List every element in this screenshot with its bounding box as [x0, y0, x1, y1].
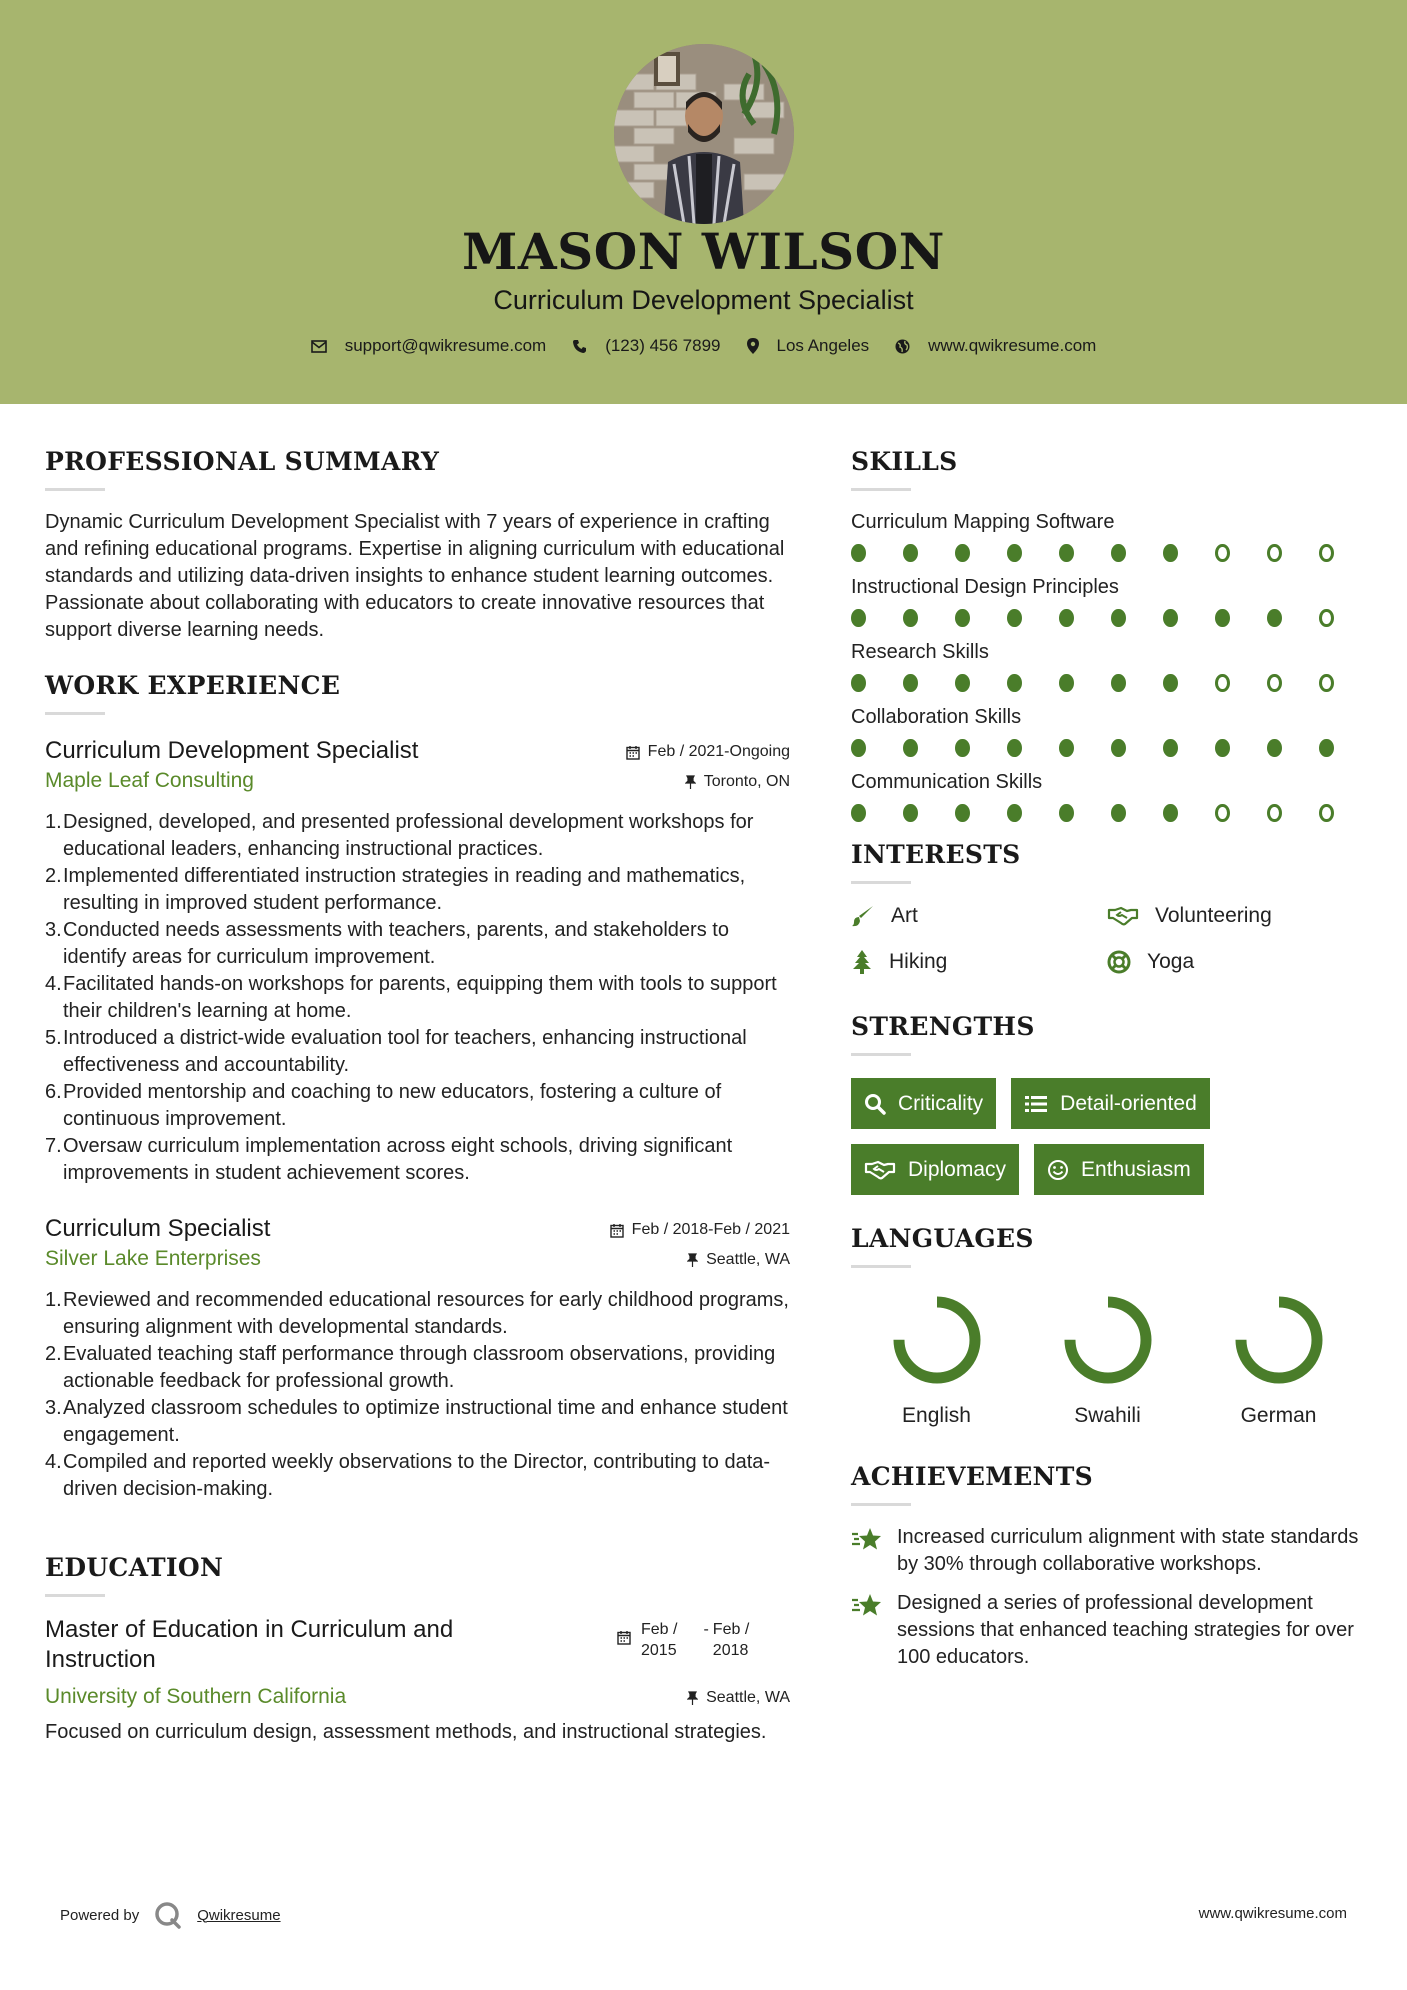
rating-dot-filled: [1163, 544, 1178, 562]
job-bullets: [45, 809, 790, 1187]
envelope-icon: [311, 340, 327, 353]
languages-heading: LANGUAGES: [851, 1224, 1034, 1253]
skill-rating: [851, 674, 1371, 692]
job-entry: [45, 1215, 790, 1503]
rating-dot-filled: [1059, 674, 1074, 692]
rating-dot-empty: [1319, 674, 1334, 692]
achievement-item: [851, 1590, 1371, 1671]
rating-dot-filled: [903, 674, 918, 692]
summary-section: [45, 447, 790, 644]
skill-rating: [851, 739, 1371, 757]
strength-label: Enthusiasm: [1081, 1157, 1191, 1181]
job-location-text: Seattle, WA: [706, 1251, 790, 1268]
job-date-text: Feb / 2021-Ongoing: [647, 743, 790, 760]
strength-tag: [1034, 1144, 1204, 1195]
section-divider: [851, 1265, 911, 1268]
job-location: [687, 1251, 790, 1269]
rating-dot-filled: [1007, 739, 1022, 757]
job-date-text: Feb / 2018-Feb / 2021: [631, 1221, 790, 1238]
skills-heading: SKILLS: [851, 447, 958, 476]
map-pin-icon: [747, 338, 759, 354]
section-divider: [851, 488, 911, 491]
school-name: University of Southern California: [45, 1685, 347, 1708]
rating-dot-filled: [1319, 739, 1334, 757]
tree-icon: [851, 950, 873, 974]
rating-dot-empty: [1267, 544, 1282, 562]
right-column: [851, 404, 1371, 1671]
education-date: [617, 1619, 749, 1661]
rating-dot-filled: [955, 739, 970, 757]
rating-dot-filled: [851, 804, 866, 822]
education-location-text: Seattle, WA: [706, 1689, 790, 1706]
list-item: 7. Oversaw curriculum implementation across eight schools, driving significant improvements in student achievement scores.: [45, 1135, 733, 1184]
star-icon: [851, 1526, 883, 1552]
list-item: 4. Compiled and reported weekly observations to the Director, contributing to data-driven decision-making.: [45, 1451, 771, 1500]
rating-dot-filled: [851, 544, 866, 562]
interest-item: [1107, 904, 1363, 928]
list-item: 2. Evaluated teaching staff performance through classroom observations, providing actionable feedback for professional growth.: [45, 1343, 776, 1392]
strength-label: Diplomacy: [908, 1157, 1007, 1181]
job-date: [626, 743, 790, 761]
company-name: Silver Lake Enterprises: [45, 1247, 261, 1270]
candidate-title: Curriculum Development Specialist: [493, 285, 914, 315]
strength-tag: [851, 1078, 996, 1129]
education-location: [687, 1689, 790, 1707]
website-text[interactable]: www.qwikresume.com: [928, 336, 1097, 355]
education-heading: EDUCATION: [45, 1553, 224, 1582]
contact-bar: [0, 336, 1407, 356]
strengths-list: [851, 1078, 1371, 1210]
phone-icon: [572, 339, 587, 354]
qwikresume-logo-icon: [153, 1900, 183, 1930]
interests-section: [851, 840, 1371, 974]
skill-name: Communication Skills: [851, 771, 1043, 793]
interest-label: Art: [891, 904, 918, 927]
rating-dot-filled: [955, 609, 970, 627]
rating-dot-filled: [1111, 739, 1126, 757]
interest-label: Hiking: [889, 950, 948, 973]
summary-text: Dynamic Curriculum Development Specialist with 7 years of experience in crafting and refining educational programs. Expertise in aligning curriculum with educational standards and utilizing data-driven insights to enhance student learning outcomes. Passionate about collaborating with educators to create innovative resources that support diverse learning needs.: [45, 511, 785, 641]
job-location: [685, 773, 790, 791]
achievements-section: [851, 1462, 1371, 1671]
achievement-text: Designed a series of professional development sessions that enhanced teaching strategies for over 100 educators.: [897, 1592, 1354, 1668]
summary-heading: PROFESSIONAL SUMMARY: [45, 447, 440, 476]
skill-name: Collaboration Skills: [851, 706, 1022, 728]
rating-dot-filled: [1059, 609, 1074, 627]
rating-dot-filled: [1215, 739, 1230, 757]
rating-dot-filled: [1163, 674, 1178, 692]
pushpin-icon: [687, 1691, 698, 1706]
brand-link[interactable]: Qwikresume: [197, 1906, 281, 1924]
experience-section: [45, 671, 790, 1503]
rating-dot-filled: [851, 609, 866, 627]
language-level-arc: [1241, 1302, 1317, 1378]
left-column: [45, 404, 790, 1746]
rating-dot-filled: [1111, 609, 1126, 627]
list-item: 1. Designed, developed, and presented professional development workshops for educational leaders, enhancing instructional practices.: [45, 811, 754, 860]
language-item: [851, 1294, 1022, 1428]
list-item: 4. Facilitated hands-on workshops for parents, equipping them with tools to support their children's learning at home.: [45, 973, 777, 1022]
header-banner: [0, 0, 1407, 404]
rating-dot-empty: [1215, 674, 1230, 692]
skill-rating: [851, 804, 1371, 822]
rating-dot-filled: [1007, 804, 1022, 822]
strength-tag: [1011, 1078, 1210, 1129]
lifering-icon: [1107, 950, 1131, 974]
job-date: [610, 1221, 790, 1239]
rating-dot-filled: [1111, 804, 1126, 822]
rating-dot-filled: [903, 544, 918, 562]
language-item: [1022, 1294, 1193, 1428]
calendar-icon: [617, 1630, 631, 1645]
skills-list: [851, 511, 1371, 822]
edu-end-year: 2018: [712, 1642, 749, 1659]
rating-dot-filled: [851, 739, 866, 757]
rating-dot-filled: [955, 674, 970, 692]
rating-dot-filled: [1059, 804, 1074, 822]
contact-email[interactable]: [311, 336, 547, 356]
globe-icon: [895, 339, 910, 354]
rating-dot-filled: [1163, 804, 1178, 822]
section-divider: [851, 881, 911, 884]
email-text[interactable]: support@qwikresume.com: [344, 336, 547, 355]
job-entry: [45, 737, 790, 1187]
interest-label: Yoga: [1147, 950, 1195, 973]
rating-dot-filled: [903, 609, 918, 627]
language-label: English: [902, 1404, 971, 1427]
language-progress-ring: [1233, 1294, 1325, 1386]
contact-website[interactable]: [895, 336, 1096, 356]
education-description: Focused on curriculum design, assessment methods, and instructional strategies.: [45, 1721, 767, 1743]
job-title: Curriculum Specialist: [45, 1215, 271, 1242]
interest-item: [851, 950, 1107, 974]
skill-name: Curriculum Mapping Software: [851, 511, 1115, 533]
language-item: [1193, 1294, 1364, 1428]
languages-section: [851, 1224, 1371, 1428]
rating-dot-empty: [1215, 544, 1230, 562]
interests-grid: [851, 904, 1371, 974]
search-icon: [864, 1093, 886, 1115]
interest-label: Volunteering: [1155, 904, 1272, 927]
star-icon: [851, 1592, 883, 1618]
contact-location: [747, 336, 870, 356]
section-divider: [45, 1594, 105, 1597]
list-item: 3. Analyzed classroom schedules to optimize instructional time and enhance student engagement.: [45, 1397, 788, 1446]
rating-dot-filled: [1163, 609, 1178, 627]
rating-dot-filled: [955, 544, 970, 562]
achievement-item: [851, 1524, 1371, 1578]
language-progress-ring: [891, 1294, 983, 1386]
list-item: 5. Introduced a district-wide evaluation tool for teachers, enhancing instructional effectiveness and accountability.: [45, 1027, 747, 1076]
experience-heading: WORK EXPERIENCE: [45, 671, 341, 700]
section-divider: [45, 712, 105, 715]
list-icon: [1024, 1094, 1048, 1114]
profile-photo: [614, 44, 794, 224]
job-title: Curriculum Development Specialist: [45, 737, 419, 764]
rating-dot-empty: [1267, 804, 1282, 822]
phone-text[interactable]: (123) 456 7899: [605, 336, 721, 355]
interest-item: [851, 904, 1107, 928]
rating-dot-empty: [1215, 804, 1230, 822]
rating-dot-filled: [1007, 609, 1022, 627]
rating-dot-empty: [1319, 544, 1334, 562]
language-progress-ring: [1062, 1294, 1154, 1386]
rating-dot-empty: [1319, 609, 1334, 627]
section-divider: [45, 488, 105, 491]
language-label: Swahili: [1074, 1404, 1141, 1427]
edu-start-month: Feb /: [641, 1621, 678, 1638]
skill-name: Instructional Design Principles: [851, 576, 1119, 598]
location-text: Los Angeles: [776, 336, 870, 355]
job-location-text: Toronto, ON: [703, 773, 790, 790]
footer-website[interactable]: www.qwikresume.com: [1198, 1905, 1347, 1922]
handshake-icon: [1107, 906, 1139, 926]
rating-dot-filled: [903, 739, 918, 757]
interests-heading: INTERESTS: [851, 840, 1021, 869]
calendar-icon: [610, 1223, 624, 1238]
list-item: 2. Implemented differentiated instruction strategies in reading and mathematics, resulting in improved student performance.: [45, 865, 746, 914]
edu-start-year: 2015: [641, 1642, 677, 1659]
section-divider: [851, 1053, 911, 1056]
rating-dot-filled: [1267, 609, 1282, 627]
education-section: [45, 1553, 790, 1746]
rating-dot-filled: [1111, 674, 1126, 692]
company-name: Maple Leaf Consulting: [45, 769, 254, 792]
pushpin-icon: [687, 1253, 698, 1268]
skill-rating: [851, 609, 1371, 627]
strength-label: Criticality: [898, 1091, 984, 1115]
list-item: 3. Conducted needs assessments with teachers, parents, and stakeholders to identify areas for curriculum improvement.: [45, 919, 729, 968]
candidate-name: MASON WILSON: [462, 222, 945, 281]
language-label: German: [1240, 1404, 1317, 1427]
calendar-icon: [626, 745, 640, 760]
job-bullets: [45, 1287, 790, 1503]
list-item: 1. Reviewed and recommended educational resources for early childhood programs, ensuring alignment with developmental standards.: [45, 1289, 789, 1338]
rating-dot-filled: [1215, 609, 1230, 627]
languages-list: [851, 1294, 1371, 1428]
skills-section: [851, 447, 1371, 822]
interest-item: [1107, 950, 1363, 974]
rating-dot-empty: [1319, 804, 1334, 822]
strength-tag: [851, 1144, 1019, 1195]
strengths-heading: STRENGTHS: [851, 1012, 1035, 1041]
list-item: 6. Provided mentorship and coaching to new educators, fostering a culture of continuous improvement.: [45, 1081, 722, 1130]
rating-dot-filled: [1059, 739, 1074, 757]
strengths-section: [851, 1012, 1371, 1210]
handshake-icon: [864, 1160, 896, 1180]
rating-dot-filled: [1007, 544, 1022, 562]
profile-photo-image: [614, 44, 794, 224]
rating-dot-filled: [1007, 674, 1022, 692]
rating-dot-filled: [903, 804, 918, 822]
skill-name: Research Skills: [851, 641, 989, 663]
achievement-text: Increased curriculum alignment with state standards by 30% through collaborative workshops.: [897, 1526, 1359, 1575]
rating-dot-empty: [1267, 674, 1282, 692]
rating-dot-filled: [1059, 544, 1074, 562]
powered-by-text: Powered by: [60, 1906, 140, 1924]
strength-label: Detail-oriented: [1060, 1091, 1197, 1115]
rating-dot-filled: [1267, 739, 1282, 757]
degree-title: Master of Education in Curriculum and Instruction: [45, 1616, 454, 1673]
rating-dot-filled: [955, 804, 970, 822]
smile-icon: [1047, 1159, 1069, 1181]
achievements-heading: ACHIEVEMENTS: [851, 1462, 1093, 1491]
language-level-arc: [1070, 1302, 1146, 1378]
rating-dot-filled: [851, 674, 866, 692]
section-divider: [851, 1503, 911, 1506]
pushpin-icon: [685, 775, 696, 790]
paintbrush-icon: [851, 905, 875, 927]
rating-dot-filled: [1111, 544, 1126, 562]
date-separator: -: [703, 1621, 709, 1638]
rating-dot-filled: [1163, 739, 1178, 757]
edu-end-month: Feb /: [712, 1621, 750, 1638]
language-level-arc: [899, 1302, 975, 1378]
skill-rating: [851, 544, 1371, 562]
footer-powered-by: [60, 1900, 281, 1930]
contact-phone[interactable]: [572, 336, 720, 356]
